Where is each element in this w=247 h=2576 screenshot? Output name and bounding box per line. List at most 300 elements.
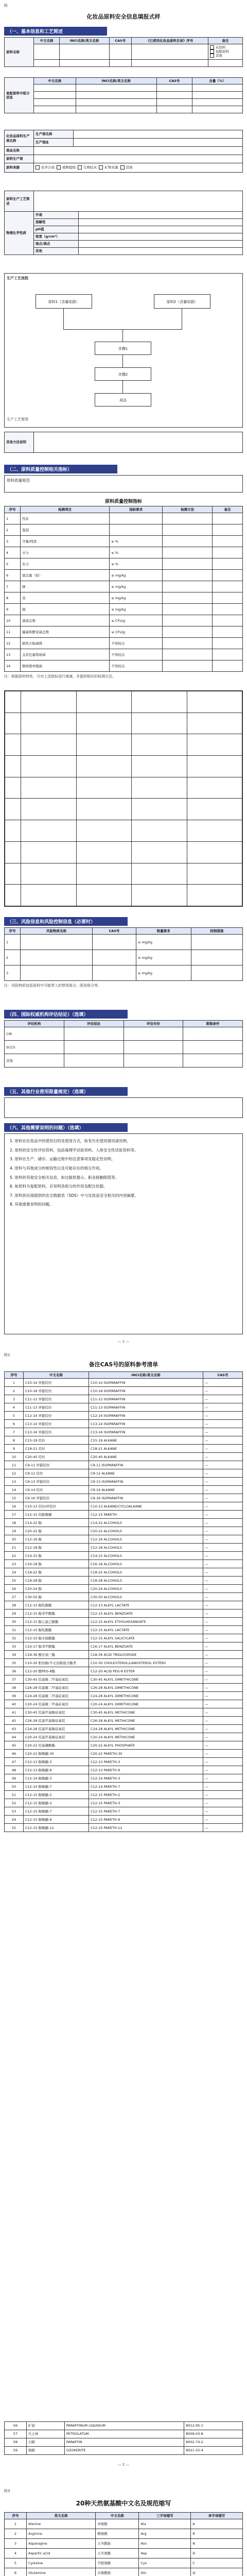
cas-row-cell: — bbox=[203, 1733, 243, 1741]
cas-row-cell: — bbox=[203, 1552, 243, 1560]
quality-row-method[interactable] bbox=[163, 536, 213, 547]
appendix2-label: 附2 bbox=[4, 1353, 10, 1357]
cas-trailing-body bbox=[5, 2422, 243, 2455]
cas-row-cell: C12-20 酸PEG-8酯 bbox=[24, 1667, 89, 1675]
risk-row-cas[interactable] bbox=[92, 935, 136, 950]
physchem-label: 物理化学性质 bbox=[5, 212, 34, 255]
cas-row-cell: 30 bbox=[5, 1618, 24, 1626]
producer-address-cell[interactable] bbox=[74, 139, 243, 147]
quality-col-method: 检测方法 bbox=[163, 506, 213, 513]
compound-cell[interactable] bbox=[156, 106, 192, 113]
source-checkbox[interactable] bbox=[57, 165, 61, 170]
intl-row-restriction[interactable] bbox=[183, 1041, 243, 1054]
cas-cell[interactable] bbox=[109, 44, 131, 59]
quality-row-no: 11 bbox=[5, 626, 21, 638]
cas-row-cell: C12-13 ALKYL LACTATE bbox=[89, 1601, 203, 1609]
quality-row-note[interactable] bbox=[213, 536, 243, 547]
cas-row-cell: C14-15 醇 bbox=[24, 1552, 89, 1560]
risk-row-substance[interactable] bbox=[21, 965, 93, 981]
cas-row-cell: — bbox=[203, 1511, 243, 1519]
cas-col-cn: 中文名称 bbox=[24, 1372, 89, 1379]
intl-row-year[interactable] bbox=[123, 1027, 183, 1041]
cas-row-cell: C12-15 ALKYL ETHYLHEXANOATE bbox=[89, 1618, 203, 1626]
cas-row bbox=[5, 1774, 243, 1783]
quality-row-req[interactable]: 不得检出 bbox=[110, 660, 163, 672]
cas-row-cell: — bbox=[203, 1725, 243, 1733]
cas-row-cell: — bbox=[203, 1403, 243, 1412]
cas-row-cell: — bbox=[203, 1750, 243, 1758]
trade-name-cell[interactable] bbox=[34, 147, 243, 155]
risk-col-control: 控制措施 bbox=[191, 928, 242, 935]
process-description-cell[interactable] bbox=[34, 191, 243, 212]
cas-row-cell: C12-13 醇乳酸酯 bbox=[24, 1601, 89, 1609]
quality-continuation-box bbox=[4, 690, 243, 907]
cas-row-cell: 1 bbox=[5, 1379, 24, 1387]
amino-col-cn: 中文名称 bbox=[96, 2513, 139, 2519]
cas-row bbox=[5, 1436, 243, 1445]
more-cell[interactable] bbox=[34, 432, 243, 453]
col-cn-name: 中文名称 bbox=[34, 38, 60, 44]
cas-row-cell: 53 bbox=[5, 1807, 24, 1816]
cas-row-cell: C9-16 ISOPARAFFIN bbox=[89, 1494, 203, 1502]
quality-row-item: 灰分 bbox=[21, 558, 110, 570]
material-name-label: 原料名称 bbox=[5, 38, 34, 67]
quality-row-no: 14 bbox=[5, 660, 21, 672]
quality-row-no: 7 bbox=[5, 581, 21, 592]
intl-row-conclusion[interactable] bbox=[64, 1041, 123, 1054]
cas-row-cell: 13 bbox=[5, 1478, 24, 1486]
cas-row-cell: — bbox=[203, 1609, 243, 1618]
cas-trail-row-cell: 矿油 bbox=[26, 2422, 64, 2430]
amino-row-cell: C bbox=[191, 2558, 243, 2568]
compound-cell[interactable] bbox=[76, 84, 156, 92]
cas-row-cell: — bbox=[203, 1807, 243, 1816]
cas-row-cell: — bbox=[203, 1469, 243, 1478]
cas-row-cell: — bbox=[203, 1577, 243, 1585]
cas-row-cell: 20 bbox=[5, 1535, 24, 1544]
cas-row-cell: C12-14 醇聚醚-3 bbox=[24, 1774, 89, 1783]
cas-row bbox=[5, 1519, 243, 1527]
physchem-value-cell[interactable] bbox=[79, 233, 243, 241]
quality-row-method[interactable] bbox=[163, 592, 213, 604]
intl-row-restriction[interactable] bbox=[183, 1054, 243, 1067]
quality-table-title: 原料质量控制指标 bbox=[104, 499, 142, 504]
cas-row bbox=[5, 1428, 243, 1436]
quality-row-method[interactable] bbox=[163, 570, 213, 581]
cas-row-cell: C12-15 PARETH bbox=[89, 1511, 203, 1519]
quality-table-body bbox=[5, 513, 243, 672]
cas-row-cell: C26-28 ALKYL METHICONE bbox=[89, 1717, 203, 1725]
amino-row-cell: 3 bbox=[5, 2539, 27, 2549]
appendix3-label: 附3 bbox=[4, 2489, 10, 2493]
cas-row bbox=[5, 1502, 243, 1511]
producer-label: 化妆品原料生产商名称 bbox=[5, 130, 34, 147]
quality-row-method[interactable] bbox=[163, 649, 213, 660]
cas-row bbox=[5, 1486, 243, 1494]
quality-row-note[interactable] bbox=[213, 638, 243, 649]
quality-row-item: 金黄色葡萄球菌 bbox=[21, 649, 110, 660]
physchem-value-cell[interactable] bbox=[79, 226, 243, 233]
quality-row-note[interactable] bbox=[213, 513, 243, 524]
risk-row-control[interactable] bbox=[191, 950, 242, 965]
cas-row-cell: C10-30 CHOLESTEROL/LANOSTEROL ESTERS bbox=[89, 1659, 203, 1667]
main-title: 化妆品原料安全信息填报式样 bbox=[86, 13, 161, 20]
quality-row-method[interactable] bbox=[163, 524, 213, 536]
other-issues-para: 5. 原料的其他安全相关信息，如过敏原提示、职业接触限值等。 bbox=[10, 1175, 119, 1180]
compound-cell[interactable] bbox=[76, 106, 156, 113]
cn-name-cell[interactable] bbox=[34, 44, 60, 59]
risk-row-no: 1 bbox=[5, 935, 21, 950]
quality-row-req[interactable]: ≤ mg/kg bbox=[110, 604, 163, 615]
cas-ref-table bbox=[4, 1371, 243, 1832]
quality-row-note[interactable] bbox=[213, 524, 243, 536]
cas-row bbox=[5, 1725, 243, 1733]
quality-col-no: 序号 bbox=[5, 506, 21, 513]
compound-cell[interactable] bbox=[156, 84, 192, 92]
cas-row-cell: C30-50 ALCOHOLS bbox=[89, 1593, 203, 1601]
catalog-no-cell[interactable] bbox=[131, 44, 208, 59]
cas-row-cell: C15-19 ALKANE bbox=[89, 1436, 203, 1445]
quality-row-note[interactable] bbox=[213, 581, 243, 592]
amino-row-cell: A bbox=[191, 2519, 243, 2529]
intl-col-restriction: 限制条件 bbox=[183, 1021, 243, 1027]
cas-row-cell: 46 bbox=[5, 1750, 24, 1758]
cas-row-cell: C30-45 烷基聚二甲基硅氧烷 bbox=[24, 1675, 89, 1684]
risk-row-substance[interactable] bbox=[21, 950, 93, 965]
cas-row-cell: C18-36 酸甘油三酯 bbox=[24, 1651, 89, 1659]
physchem-value-cell[interactable] bbox=[79, 248, 243, 255]
quality-row-method[interactable] bbox=[163, 626, 213, 638]
cas-row-cell: C14-15 ALCOHOLS bbox=[89, 1552, 203, 1560]
cas-row-cell: C12-13 PARETH-3 bbox=[89, 1758, 203, 1766]
cas-trail-row-cell: 58 bbox=[5, 2438, 27, 2447]
quality-row-item: 汞 bbox=[21, 592, 110, 604]
cas-row-cell: 31 bbox=[5, 1626, 24, 1634]
source-checkbox[interactable] bbox=[99, 165, 103, 170]
intl-row-restriction[interactable] bbox=[183, 1027, 243, 1041]
cas-row bbox=[5, 1511, 243, 1519]
cas-row bbox=[5, 1461, 243, 1469]
physchem-row-label: 密度（g/cm³） bbox=[34, 233, 79, 241]
cas-row-cell: 49 bbox=[5, 1774, 24, 1783]
cas-row-cell: — bbox=[203, 1774, 243, 1783]
cas-row-cell: C16-17 醇苯甲酸酯 bbox=[24, 1642, 89, 1651]
cas-row-cell: 45 bbox=[5, 1741, 24, 1750]
compound-cell[interactable] bbox=[34, 84, 76, 92]
cas-row-cell: — bbox=[203, 1758, 243, 1766]
amino-row-cell: Gln bbox=[139, 2568, 191, 2576]
cas-col-cas: CAS号 bbox=[203, 1372, 243, 1379]
quality-row-req[interactable]: ≤ mg/kg bbox=[110, 570, 163, 581]
cas-row bbox=[5, 1412, 243, 1420]
cas-row-cell: 12 bbox=[5, 1469, 24, 1478]
cas-row-cell: — bbox=[203, 1651, 243, 1659]
cas-row-cell: — bbox=[203, 1412, 243, 1420]
amino-row-cell: Glutamine bbox=[27, 2568, 96, 2576]
cas-row-cell: — bbox=[203, 1700, 243, 1708]
cas-row-cell: C11-12 ISOPARAFFIN bbox=[89, 1395, 203, 1403]
quality-col-item: 检测项目 bbox=[21, 506, 110, 513]
compound-cell[interactable] bbox=[192, 106, 243, 113]
other-material-checkbox[interactable] bbox=[210, 54, 214, 58]
cas-row-cell: 51 bbox=[5, 1791, 24, 1799]
compound-cell[interactable] bbox=[34, 106, 76, 113]
compound-cell[interactable] bbox=[156, 92, 192, 99]
cas-row-cell: 24 bbox=[5, 1568, 24, 1577]
cas-row-cell: 4 bbox=[5, 1403, 24, 1412]
cas-row-cell: 27 bbox=[5, 1593, 24, 1601]
process-flow-box bbox=[4, 273, 243, 428]
amino-row-cell: N bbox=[191, 2539, 243, 2549]
amino-row bbox=[5, 2539, 243, 2549]
quality-row-method[interactable] bbox=[163, 615, 213, 626]
cas-row-cell: 2 bbox=[5, 1387, 24, 1395]
risk-row-substance[interactable] bbox=[21, 935, 93, 950]
amino-row-cell: R bbox=[191, 2529, 243, 2539]
source-checkbox[interactable] bbox=[36, 165, 40, 170]
cas-col-inci: INCI名称/英文名称 bbox=[89, 1372, 203, 1379]
cas-row bbox=[5, 1445, 243, 1453]
cas-row-cell: C24-28 烷基甲基聚硅氧烷 bbox=[24, 1725, 89, 1733]
cas-row-cell: C12-15 醇聚醚-3 bbox=[24, 1799, 89, 1807]
amino-row bbox=[5, 2558, 243, 2568]
intl-row-year[interactable] bbox=[123, 1054, 183, 1067]
other-material-label: 其他 bbox=[215, 54, 222, 58]
quality-row-method[interactable] bbox=[163, 660, 213, 672]
quality-row-item: 镉 bbox=[21, 604, 110, 615]
cas-trail-row-cell: 57 bbox=[5, 2430, 27, 2438]
cas-row-cell: C24-28 烷基聚二甲基硅氧烷 bbox=[24, 1692, 89, 1700]
cas-row bbox=[5, 1593, 243, 1601]
cas-row-cell: C10-14 ISOPARAFFIN bbox=[89, 1379, 203, 1387]
amino-row bbox=[5, 2568, 243, 2576]
cas-row-cell: C13-14 异链烷烃 bbox=[24, 1420, 89, 1428]
cas-row bbox=[5, 1659, 243, 1667]
cas-row-cell: 44 bbox=[5, 1733, 24, 1741]
cas-row bbox=[5, 1651, 243, 1659]
quality-row-note[interactable] bbox=[213, 604, 243, 615]
physchem-value-cell[interactable] bbox=[79, 241, 243, 248]
quality-row-req[interactable]: ≤ CFU/g bbox=[110, 615, 163, 626]
quality-row-req[interactable]: ≤ CFU/g bbox=[110, 626, 163, 638]
cas-row bbox=[5, 1618, 243, 1626]
amino-row-cell: Asp bbox=[139, 2549, 191, 2558]
quality-row-req[interactable] bbox=[110, 524, 163, 536]
quality-row-req[interactable]: ≤ % bbox=[110, 558, 163, 570]
quality-row-note[interactable] bbox=[213, 660, 243, 672]
compound-cell[interactable] bbox=[34, 99, 76, 106]
cas-row-cell: C20-24 醇 bbox=[24, 1585, 89, 1593]
cas-row-cell: 55 bbox=[5, 1824, 24, 1832]
amino-row-cell: 4 bbox=[5, 2549, 27, 2558]
compound-cell[interactable] bbox=[76, 92, 156, 99]
quality-row-note[interactable] bbox=[213, 615, 243, 626]
cas-row bbox=[5, 1420, 243, 1428]
cas-row-cell: 26 bbox=[5, 1585, 24, 1593]
risk-row-limit[interactable]: ≤ mg/kg bbox=[136, 935, 191, 950]
risk-note: 注：风险物质包括原料中可能带入的禁用组分、限用组分等。 bbox=[4, 984, 101, 988]
compound-cell[interactable] bbox=[192, 99, 243, 106]
quality-row-req[interactable] bbox=[110, 513, 163, 524]
quality-row-note[interactable] bbox=[213, 558, 243, 570]
intl-row-conclusion[interactable] bbox=[64, 1054, 123, 1067]
intl-row-year[interactable] bbox=[123, 1041, 183, 1054]
cas-row bbox=[5, 1758, 243, 1766]
cas-row-cell: — bbox=[203, 1601, 243, 1609]
cas-row-cell: C12-15 醇聚醚-7 bbox=[24, 1807, 89, 1816]
cas-trail-row bbox=[5, 2438, 243, 2447]
more-label: 其他方法说明 bbox=[5, 432, 34, 453]
quality-table bbox=[4, 506, 243, 679]
cas-row bbox=[5, 1560, 243, 1568]
quality-row-note[interactable] bbox=[213, 547, 243, 558]
compound-cell[interactable] bbox=[76, 99, 156, 106]
quality-row-req[interactable]: ≤ mg/kg bbox=[110, 592, 163, 604]
cas-row-cell: 35 bbox=[5, 1659, 24, 1667]
physchem-value-cell[interactable] bbox=[79, 219, 243, 226]
source-option-label: 矿物来源 bbox=[104, 165, 118, 170]
cas-row-cell: — bbox=[203, 1560, 243, 1568]
quality-row-req[interactable]: ≤ mg/kg bbox=[110, 581, 163, 592]
risk-row-control[interactable] bbox=[191, 935, 242, 950]
risk-col-no: 序号 bbox=[5, 928, 21, 935]
cas-row bbox=[5, 1700, 243, 1708]
quality-row-method[interactable] bbox=[163, 547, 213, 558]
cas-row-cell: C10-13 烷烃/环烷烃 bbox=[24, 1502, 89, 1511]
physchem-value-cell[interactable] bbox=[79, 212, 243, 219]
single-material-checkbox[interactable] bbox=[210, 45, 214, 49]
compound-material-label: 复配原料 bbox=[215, 49, 229, 54]
amino-row bbox=[5, 2519, 243, 2529]
cas-row-cell: C9-13 异链烷烃 bbox=[24, 1478, 89, 1486]
cas-row-cell: C12-15 醇乙基己酸酯 bbox=[24, 1618, 89, 1626]
cas-row bbox=[5, 1816, 243, 1824]
compound-col-inci: INCI名称/英文名称 bbox=[76, 78, 156, 84]
quality-row-item: 铜绿假单胞菌 bbox=[21, 660, 110, 672]
other-industry-box[interactable] bbox=[4, 1097, 243, 1118]
compound-table bbox=[4, 77, 243, 113]
physchem-row-label: 熔点/沸点 bbox=[34, 241, 79, 248]
section-intl-header: （四、国际权威机构评估结论）（选填） bbox=[4, 1010, 128, 1019]
physchem-row-label: 溶解性 bbox=[34, 219, 79, 226]
cas-row-cell: C26-28 烷基甲基聚硅氧烷 bbox=[24, 1717, 89, 1725]
producer-name-cell[interactable] bbox=[74, 130, 243, 139]
cas-row bbox=[5, 1527, 243, 1535]
intl-row-conclusion[interactable] bbox=[64, 1027, 123, 1041]
amino-row-cell: Ala bbox=[139, 2519, 191, 2529]
risk-row-control[interactable] bbox=[191, 965, 242, 981]
cas-row-cell: 36 bbox=[5, 1667, 24, 1675]
compound-cell[interactable] bbox=[192, 92, 243, 99]
col-note: 备注 bbox=[208, 38, 242, 44]
cas-row-cell: C12-16 醇 bbox=[24, 1535, 89, 1544]
risk-row-limit[interactable]: ≤ mg/kg bbox=[136, 950, 191, 965]
amino-table-body bbox=[5, 2519, 243, 2576]
cas-row-cell: C9-12 ALKANE bbox=[89, 1469, 203, 1478]
cas-row-cell: C12-15 醇苯甲酸酯 bbox=[24, 1609, 89, 1618]
manufacturer-cell[interactable] bbox=[34, 155, 243, 163]
quality-row-req[interactable]: 不得检出 bbox=[110, 649, 163, 660]
cas-row-cell: — bbox=[203, 1395, 243, 1403]
cas-row-cell: 17 bbox=[5, 1511, 24, 1519]
cas-trail-row-cell: 凡士林 bbox=[26, 2430, 64, 2438]
cas-row-cell: 22 bbox=[5, 1552, 24, 1560]
cas-row-cell: C10-18 ISOPARAFFIN bbox=[89, 1387, 203, 1395]
cas-row-cell: 43 bbox=[5, 1725, 24, 1733]
quality-row-note[interactable] bbox=[213, 592, 243, 604]
intl-table bbox=[4, 1020, 243, 1067]
cas-row-cell: C20-22 PARETH-30 bbox=[89, 1750, 203, 1758]
cas-row-cell: C11-13 ISOPARAFFIN bbox=[89, 1403, 203, 1412]
compound-cell[interactable] bbox=[156, 99, 192, 106]
cas-row-cell: 3 bbox=[5, 1395, 24, 1403]
cas-row-cell: C30-45 ALKYL METHICONE bbox=[89, 1708, 203, 1717]
source-checkbox[interactable] bbox=[120, 165, 125, 170]
amino-row-cell: Cysteine bbox=[27, 2558, 96, 2568]
cas-row-cell: C20-22 烷基磷酸酯 bbox=[24, 1741, 89, 1750]
quality-row-no: 4 bbox=[5, 547, 21, 558]
quality-row-note[interactable] bbox=[213, 626, 243, 638]
quality-row-method[interactable] bbox=[163, 604, 213, 615]
risk-row-limit[interactable]: ≤ mg/kg bbox=[136, 965, 191, 981]
producer-name-label: 生产商名称 bbox=[34, 130, 74, 139]
cas-row-cell: C12-14 PARETH-7 bbox=[89, 1783, 203, 1791]
cas-row-cell: 19 bbox=[5, 1527, 24, 1535]
quality-row-req[interactable]: ≥ % bbox=[110, 536, 163, 547]
cas-row bbox=[5, 1544, 243, 1552]
amino-col-en: 英文名称 bbox=[27, 2513, 96, 2519]
cas-row-cell: C9-12 烷烃 bbox=[24, 1469, 89, 1478]
process-flow-label: 生产工艺流程 bbox=[7, 276, 28, 280]
quality-row-req[interactable]: 不得检出 bbox=[110, 638, 163, 649]
compound-cell[interactable] bbox=[192, 84, 243, 92]
cas-row-cell: C12-15 醇水杨酸酯 bbox=[24, 1634, 89, 1642]
compound-material-checkbox[interactable] bbox=[210, 49, 214, 54]
quality-row-method[interactable] bbox=[163, 513, 213, 524]
cas-row-cell: 9 bbox=[5, 1445, 24, 1453]
risk-row-cas[interactable] bbox=[92, 965, 136, 981]
quality-row-method[interactable] bbox=[163, 638, 213, 649]
cas-row-cell: — bbox=[203, 1387, 243, 1395]
cas-row-cell: C12-15 PARETH-2 bbox=[89, 1791, 203, 1799]
cas-row-cell: — bbox=[203, 1766, 243, 1774]
physchem-row-label: 外观 bbox=[34, 212, 79, 219]
amino-col-three-letter: 三字母缩写 bbox=[139, 2513, 191, 2519]
cas-trail-row bbox=[5, 2447, 243, 2455]
cas-trail-row-cell: 8002-74-2 bbox=[184, 2438, 243, 2447]
risk-row-cas[interactable] bbox=[92, 950, 136, 965]
cas-row-cell: — bbox=[203, 1684, 243, 1692]
source-options bbox=[34, 163, 243, 173]
source-checkbox[interactable] bbox=[78, 165, 82, 170]
compound-cell[interactable] bbox=[34, 92, 76, 99]
amino-title: 20种天然氨基酸中文名及规范缩写 bbox=[76, 2500, 171, 2507]
quality-row-req[interactable]: ≤ % bbox=[110, 547, 163, 558]
manufacturer-label: 原料生产商 bbox=[5, 155, 34, 163]
quality-row-method[interactable] bbox=[163, 581, 213, 592]
cas-row-cell: — bbox=[203, 1717, 243, 1725]
quality-row-method[interactable] bbox=[163, 558, 213, 570]
cas-row-cell: C10-18 异链烷烃 bbox=[24, 1387, 89, 1395]
col-inci-name: INCI名称/英文名称 bbox=[60, 38, 110, 44]
intl-row-agency: SCCS bbox=[5, 1041, 64, 1054]
quality-row-note[interactable] bbox=[213, 570, 243, 581]
cas-row-cell: C16-18 醇 bbox=[24, 1560, 89, 1568]
amino-row-cell: Q bbox=[191, 2568, 243, 2576]
inci-name-cell[interactable] bbox=[60, 44, 110, 59]
cas-row bbox=[5, 1634, 243, 1642]
quality-row-note[interactable] bbox=[213, 649, 243, 660]
